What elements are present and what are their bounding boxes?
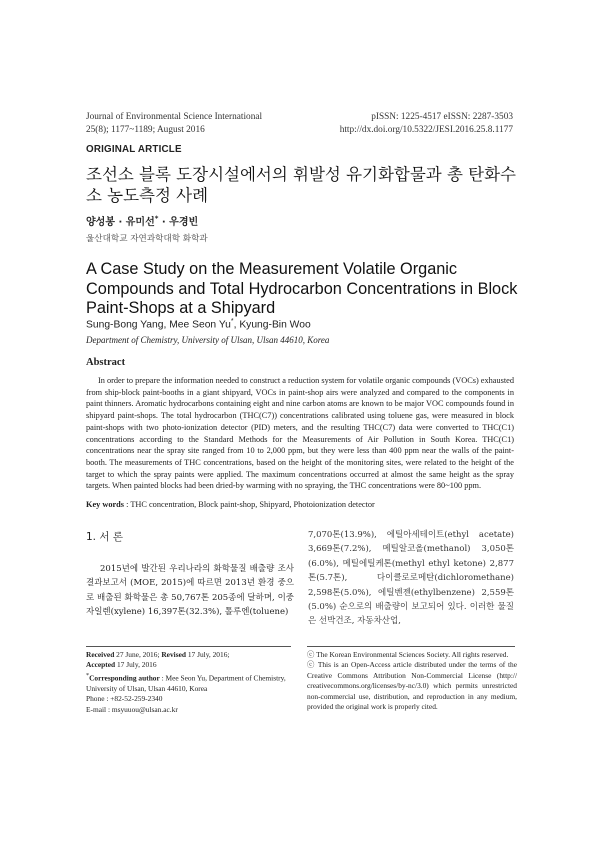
- abstract-heading: Abstract: [86, 357, 126, 368]
- title-english: A Case Study on the Measurement Volatile Organic Compounds and Total Hydrocarbon Concentrations in Block Paint-Shops at a Shipyard: [86, 260, 518, 317]
- author-ko-1: 양성봉: [86, 217, 115, 228]
- received-label: Received: [86, 650, 115, 659]
- footnote-right: [307, 650, 517, 712]
- license-notice: ⓒ This is an Open-Access article distributed under the terms of the Creative Commons Attribution Non-Commercial License (http:// creativecommons.org/licenses/by-nc/3.0) which permits unrestricted non-commercial use, distribution, and reproduction in any medium, provided the original work is properly cited.: [307, 660, 517, 712]
- copyright-notice: ⓒ The Korean Environmental Sciences Society. All rights reserved.: [307, 650, 509, 659]
- article-type: ORIGINAL ARTICLE: [86, 144, 182, 155]
- phone: Phone : +82-52-259-2340: [86, 694, 163, 704]
- corresponding-mark: *: [230, 318, 234, 325]
- revised-label: Revised: [161, 650, 186, 659]
- authors-korean: [86, 213, 198, 228]
- issn: pISSN: 1225-4517 eISSN: 2287-3503: [371, 112, 513, 122]
- author-separator: ·: [114, 217, 126, 228]
- accepted-date: 17 July, 2016: [115, 660, 157, 670]
- abstract-text: In order to prepare the information needed to construct a reduction system for volatile organic compounds (VOCs) exhausted from ship-block paint-booths in a giant shipyard, VOCs in paint-shop airs were analyzed and compared to the components in paint thinners. Aromatic hydrocarbons containing eight and nine carbon atoms are known to be major VOC compounds found in shipyard paint-shops. The total hydrocarbon (THC(C7)) concentrations calibrated using toluene gas, were measured in block paint-shops with two photo-ionization detector (PID) meters, and the resulting THC(C7) data were converted to THC(C1) concentrations according to the Standard Methods for the Measurements of Air Pollution in South Korea. THC(C1) concentrations near the spray site ranged from 10 to 2,000 ppm, but they were less than 400 ppm near the walls of the paint-booth. The measurements of THC concentrations, based on the height of the monitoring sites, were related to the height of the target to which the spray paints were applied. The maximum concentrations occurred at almost the same height as the spray targets. When painted blocks had been dried-by warming with no spraying, the THC concentrations were 80~100 ppm.: [86, 376, 514, 491]
- author-ko-2: 유미선: [125, 217, 155, 228]
- keywords: [86, 500, 514, 509]
- revised-date: 17 July, 2016;: [185, 650, 230, 659]
- authors-english: [86, 318, 311, 330]
- keywords-text: : THC concentration, Block paint-shop, Shipyard, Photoionization detector: [124, 500, 375, 509]
- keywords-label: Key words: [86, 500, 125, 509]
- journal-header-right: [340, 111, 513, 136]
- corresponding-mark: *: [154, 214, 159, 223]
- doi-link[interactable]: http://dx.doi.org/10.5322/JESI.2016.25.8.1177: [339, 124, 513, 135]
- journal-name: Journal of Environmental Science International: [86, 112, 263, 122]
- corresponding-mark: *: [86, 672, 90, 679]
- journal-volume: 25(8); 1177~1189; August 2016: [86, 124, 205, 135]
- corresponding-author: [86, 671, 296, 694]
- footnote-divider: [86, 646, 291, 647]
- body-paragraph: 7,070톤(13.9%), 에틸아세테이트(ethyl acetate) 3,669톤(7.2%), 메틸알코올(methanol) 3,050톤(6.0%), 메틸에틸케톤(methyl ethyl ketone) 2,877톤(5.7톤), 다이클로로메탄(dichloromethane) 2,598톤(5.0%), 에틸벤젠(ethylbenzene) 2,559톤(5.0%) 순으로의 배출량이 보고되어 있다. 이러한 물질은 선박건조, 자동차산업,: [308, 530, 514, 627]
- corresponding-text: : Mee Seon Yu, Department of Chemistry, University of Ulsan, Ulsan 44610, Korea: [86, 673, 286, 693]
- footnote-divider: [307, 646, 515, 647]
- authors-en-part1: Sung-Bong Yang, Mee Seon Yu: [86, 319, 231, 331]
- affiliation-korean: 울산대학교 자연과학대학 화학과: [86, 234, 208, 244]
- journal-header-left: [86, 111, 262, 136]
- authors-en-part2: , Kyung-Bin Woo: [233, 319, 311, 331]
- body-paragraph: 2015년에 발간된 우리나라의 화학물질 배출량 조사결과보고서 (MOE, 2015)에 따르면 2013년 환경 중으로 배출된 화학물은 총 50,767톤 205종에 달하며, 이중 자일렌(xylene) 16,397톤(32.3%), 톨루엔(toluene): [86, 564, 294, 618]
- dates-line: [86, 650, 296, 660]
- section-heading: 1. 서 론: [86, 531, 123, 543]
- title-korean: 조선소 블록 도장시설에서의 휘발성 유기화합물과 총 탄화수소 농도측정 사례: [86, 165, 516, 205]
- body-column-right: [308, 528, 514, 629]
- affiliation-english: Department of Chemistry, University of Ulsan, Ulsan 44610, Korea: [86, 335, 330, 345]
- author-separator: ·: [158, 217, 170, 228]
- footnote-left: [86, 650, 296, 715]
- received-date: 27 June, 2016;: [114, 650, 162, 659]
- corresponding-label: Corresponding author: [89, 673, 160, 683]
- accepted-label: Accepted: [86, 660, 116, 670]
- email-link[interactable]: E-mail : msyuuou@ulsan.ac.kr: [86, 704, 178, 714]
- body-column-left: [86, 529, 294, 620]
- author-ko-3: 우경빈: [169, 217, 199, 228]
- accepted-line: [86, 660, 296, 670]
